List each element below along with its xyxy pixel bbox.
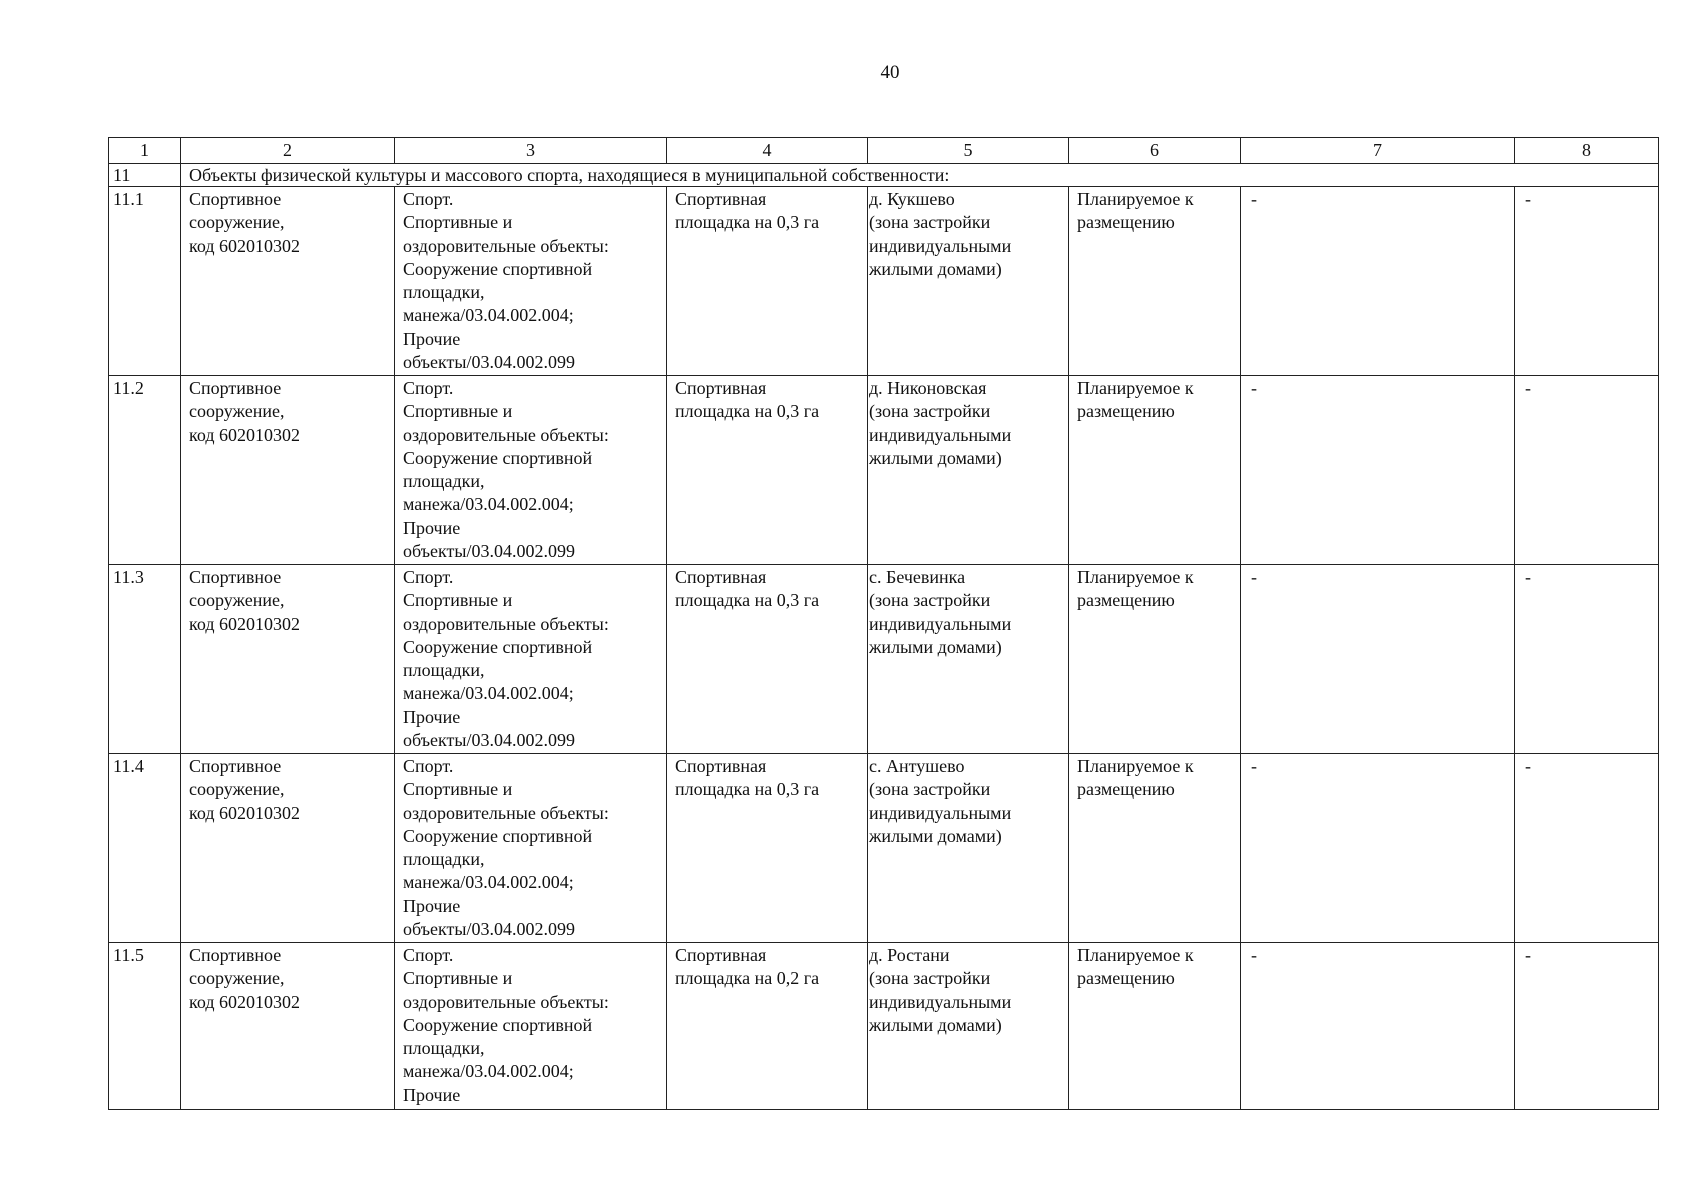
object-purpose: Спорт. Спортивные и оздоровительные объекты: Сооружение спортивной площадки, манежа/03.04.002.004; Прочие объекты/03.04.002.099 [403,378,609,562]
column-number-cell: 6 [1069,138,1241,164]
column-7-value: - [1251,945,1257,965]
column-number-cell: 8 [1515,138,1659,164]
table-row [109,376,1659,565]
object-purpose: Спорт. Спортивные и оздоровительные объекты: Сооружение спортивной площадки, манежа/03.04.002.004; Прочие объекты/03.04.002.099 [403,189,609,373]
object-location: д. Кукшево (зона застройки индивидуальными жилыми домами) [869,189,1012,279]
page-number: 40 [880,62,900,83]
section-row [109,164,1659,187]
column-8-value: - [1525,189,1531,209]
object-location: с. Антушево (зона застройки индивидуальными жилыми домами) [869,756,1012,846]
column-number-cell: 3 [395,138,667,164]
column-7-value: - [1251,567,1257,587]
section-number: 11 [109,164,181,187]
row-number: 11.1 [113,189,144,209]
objects-table [108,137,1659,1110]
object-characteristics: Спортивная площадка на 0,3 га [675,567,820,611]
object-status: Планируемое к размещению [1077,567,1194,611]
object-name: Спортивное сооружение, код 602010302 [189,189,300,256]
object-purpose: Спорт. Спортивные и оздоровительные объекты: Сооружение спортивной площадки, манежа/03.04.002.004; Прочие [403,945,609,1105]
object-name: Спортивное сооружение, код 602010302 [189,378,300,445]
column-number-cell: 5 [868,138,1069,164]
column-7-value: - [1251,378,1257,398]
column-number-cell: 4 [667,138,868,164]
object-status: Планируемое к размещению [1077,945,1194,989]
object-characteristics: Спортивная площадка на 0,3 га [675,378,820,422]
row-number: 11.3 [113,567,144,587]
object-name: Спортивное сооружение, код 602010302 [189,945,300,1012]
column-number-cell: 1 [109,138,181,164]
object-status: Планируемое к размещению [1077,756,1194,800]
column-7-value: - [1251,756,1257,776]
object-location: д. Никоновская (зона застройки индивидуальными жилыми домами) [869,378,1012,468]
table-row [109,754,1659,943]
column-7-value: - [1251,189,1257,209]
column-8-value: - [1525,378,1531,398]
row-number: 11.2 [113,378,144,398]
object-name: Спортивное сооружение, код 602010302 [189,756,300,823]
object-characteristics: Спортивная площадка на 0,3 га [675,189,820,233]
object-status: Планируемое к размещению [1077,189,1194,233]
section-title: Объекты физической культуры и массового спорта, находящиеся в муниципальной собственности: [181,164,1659,187]
object-name: Спортивное сооружение, код 602010302 [189,567,300,634]
object-characteristics: Спортивная площадка на 0,3 га [675,756,820,800]
table-row [109,187,1659,376]
table-row [109,943,1659,1110]
column-number-cell: 7 [1241,138,1515,164]
object-location: с. Бечевинка (зона застройки индивидуальными жилыми домами) [869,567,1012,657]
column-8-value: - [1525,945,1531,965]
table-row [109,565,1659,754]
object-location: д. Ростани (зона застройки индивидуальными жилыми домами) [869,945,1012,1035]
object-characteristics: Спортивная площадка на 0,2 га [675,945,820,989]
row-number: 11.5 [113,945,144,965]
object-status: Планируемое к размещению [1077,378,1194,422]
column-8-value: - [1525,567,1531,587]
object-purpose: Спорт. Спортивные и оздоровительные объекты: Сооружение спортивной площадки, манежа/03.04.002.004; Прочие объекты/03.04.002.099 [403,756,609,940]
column-number-cell: 2 [181,138,395,164]
column-8-value: - [1525,756,1531,776]
column-number-row [109,138,1659,164]
object-purpose: Спорт. Спортивные и оздоровительные объекты: Сооружение спортивной площадки, манежа/03.04.002.004; Прочие объекты/03.04.002.099 [403,567,609,751]
row-number: 11.4 [113,756,144,776]
